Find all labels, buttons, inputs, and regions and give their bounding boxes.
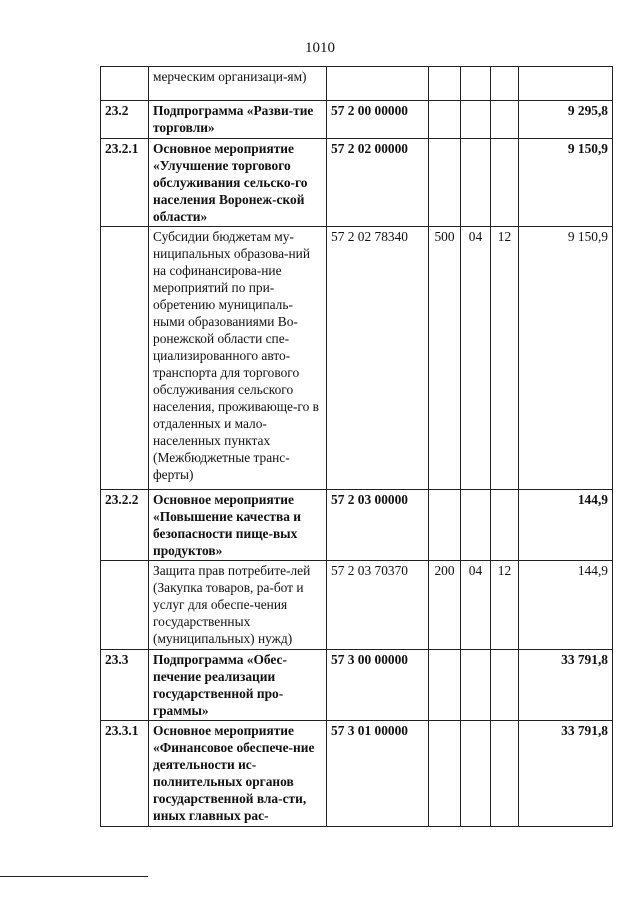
row-expense-type [429, 67, 461, 101]
row-subsection [491, 139, 519, 227]
row-name: Основное мероприятие «Повышение качества и безопасности пище-вых продуктов» [149, 490, 327, 561]
footnote-separator [0, 876, 148, 877]
row-subsection: 12 [491, 227, 519, 490]
row-code: 57 2 02 78340 [327, 227, 429, 490]
row-code [327, 67, 429, 101]
row-expense-type [429, 139, 461, 227]
row-number: 23.2.2 [101, 490, 149, 561]
table-row [101, 67, 613, 101]
row-expense-type [429, 101, 461, 139]
budget-table-body [101, 67, 613, 827]
row-subsection [491, 67, 519, 101]
row-amount [519, 67, 613, 101]
row-name: Подпрограмма «Разви-тие торговли» [149, 101, 327, 139]
row-number: 23.2.1 [101, 139, 149, 227]
row-amount: 33 791,8 [519, 650, 613, 721]
row-name: Основное мероприятие «Улучшение торгового обслуживания сельско-го населения Воронеж-ской области» [149, 139, 327, 227]
row-section: 04 [461, 227, 491, 490]
row-code: 57 2 03 70370 [327, 561, 429, 650]
row-code: 57 2 00 00000 [327, 101, 429, 139]
row-name: Защита прав потребите-лей (Закупка товаров, ра-бот и услуг для обеспе-чения государственных (муниципальных) нужд) [149, 561, 327, 650]
row-subsection [491, 101, 519, 139]
row-expense-type [429, 490, 461, 561]
table-row [101, 139, 613, 227]
row-number [101, 67, 149, 101]
row-number: 23.3.1 [101, 721, 149, 827]
row-code: 57 3 00 00000 [327, 650, 429, 721]
table-row [101, 721, 613, 827]
page-number: 1010 [305, 40, 335, 56]
row-expense-type: 500 [429, 227, 461, 490]
row-name: Основное мероприятие «Финансовое обеспече-ние деятельности ис-полнительных органов государственной вла-сти, иных главных рас- [149, 721, 327, 827]
row-expense-type: 200 [429, 561, 461, 650]
row-section [461, 721, 491, 827]
row-subsection: 12 [491, 561, 519, 650]
row-section [461, 650, 491, 721]
row-amount: 144,9 [519, 561, 613, 650]
row-subsection [491, 650, 519, 721]
row-name: мерческим организаци-ям) [149, 67, 327, 101]
row-expense-type [429, 650, 461, 721]
budget-table [100, 66, 613, 827]
row-amount: 9 150,9 [519, 139, 613, 227]
row-amount: 144,9 [519, 490, 613, 561]
table-row [101, 490, 613, 561]
row-name: Подпрограмма «Обес-печение реализации государственной про-граммы» [149, 650, 327, 721]
row-amount: 9 295,8 [519, 101, 613, 139]
row-code: 57 3 01 00000 [327, 721, 429, 827]
row-amount: 33 791,8 [519, 721, 613, 827]
row-subsection [491, 721, 519, 827]
row-subsection [491, 490, 519, 561]
row-section [461, 67, 491, 101]
row-amount: 9 150,9 [519, 227, 613, 490]
row-section: 04 [461, 561, 491, 650]
row-number: 23.2 [101, 101, 149, 139]
row-name: Субсидии бюджетам му-ниципальных образова-ний на софинансирова-ние мероприятий по при-обретению муниципаль-ными образованиями Во-ронежской области спе-циализированного авто-транспорта для торгового обслуживания сельского населения, проживающе-го в отдаленных и мало-населенных пунктах (Межбюджетные транс-ферты) [149, 227, 327, 490]
row-code: 57 2 02 00000 [327, 139, 429, 227]
row-code: 57 2 03 00000 [327, 490, 429, 561]
row-number: 23.3 [101, 650, 149, 721]
row-section [461, 490, 491, 561]
table-row [101, 650, 613, 721]
table-row [101, 227, 613, 490]
row-number [101, 561, 149, 650]
table-row [101, 561, 613, 650]
row-expense-type [429, 721, 461, 827]
row-number [101, 227, 149, 490]
row-section [461, 101, 491, 139]
table-row [101, 101, 613, 139]
row-section [461, 139, 491, 227]
